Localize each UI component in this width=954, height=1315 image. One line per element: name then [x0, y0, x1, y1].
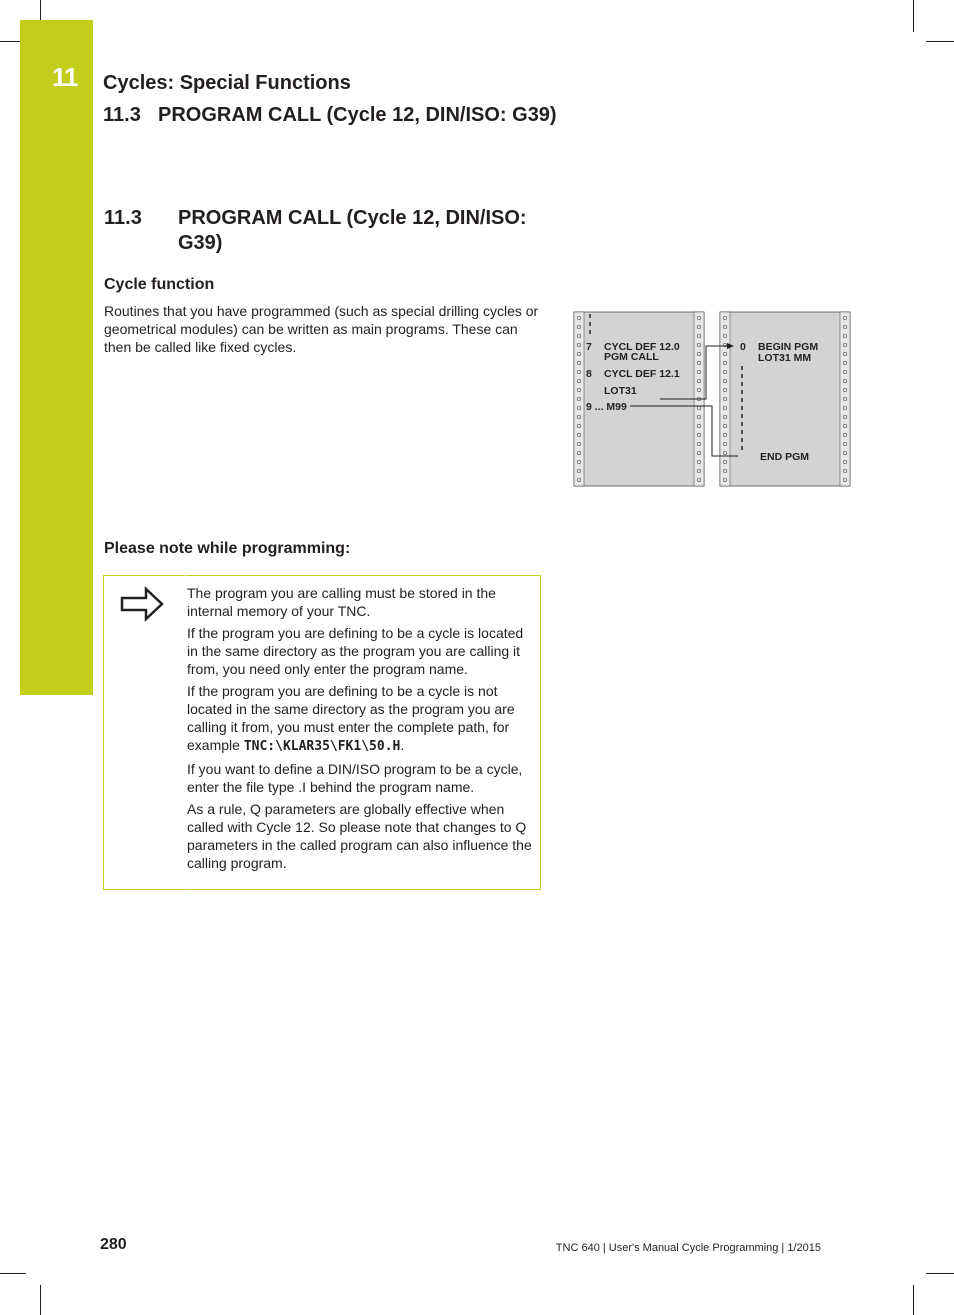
running-header-section	[103, 104, 557, 127]
left-sheet-perforation-left	[574, 312, 584, 486]
section-title: PROGRAM CALL (Cycle 12, DIN/ISO: G39)	[178, 207, 527, 254]
note-paragraph-end: .	[400, 737, 405, 753]
crop-mark	[913, 0, 914, 32]
crop-mark	[40, 1285, 41, 1315]
left-line-7-text2: PGM CALL	[604, 351, 659, 363]
left-line-8-text: CYCL DEF 12.1	[604, 368, 680, 380]
running-header-section-number: 11.3	[103, 104, 141, 126]
note-paragraph: If the program you are defining to be a cycle is located in the same directory as the program you are calling it from, you need only enter the program name.	[187, 625, 524, 677]
chapter-number: 11	[52, 62, 78, 92]
crop-mark	[926, 1273, 954, 1274]
left-line-7-num: 7	[586, 341, 592, 353]
right-sheet-perforation-left	[720, 312, 730, 486]
right-line-0-text: BEGIN PGM	[758, 341, 819, 353]
right-line-0-num: 0	[740, 341, 746, 353]
note-box	[103, 575, 541, 890]
note-paragraph: As a rule, Q parameters are globally effective when called with Cycle 12. So please note that changes to Q parameters in the called program can also influence the calling program.	[187, 801, 532, 871]
left-line-9: 9 ... M99	[586, 401, 627, 413]
running-header-section-title: PROGRAM CALL (Cycle 12, DIN/ISO: G39)	[158, 104, 557, 126]
crop-mark	[40, 0, 41, 20]
section-number: 11.3	[104, 207, 142, 229]
chapter-tab	[20, 20, 93, 695]
right-line-0-text2: LOT31 MM	[758, 352, 812, 364]
cycle-function-heading: Cycle function	[104, 276, 215, 293]
crop-mark	[926, 41, 954, 42]
note-content	[187, 584, 537, 876]
note-paragraph: If you want to define a DIN/ISO program to be a cycle, enter the file type .I behind the program name.	[187, 761, 523, 795]
note-paragraph: The program you are calling must be stored in the internal memory of your TNC.	[187, 585, 496, 619]
note-paragraph-text: If the program you are defining to be a cycle is not located in the same directory as the program you are calling it from, you must enter the complete path, for example	[187, 683, 515, 753]
right-sheet-perforation-right	[840, 312, 850, 486]
footer-text: TNC 640 | User's Manual Cycle Programming | 1/2015	[555, 1242, 821, 1254]
crop-mark	[0, 1273, 26, 1274]
note-heading: Please note while programming:	[104, 540, 351, 557]
crop-mark	[0, 41, 22, 42]
arrow-right-icon	[120, 586, 166, 622]
note-divider	[185, 575, 186, 891]
right-end-pgm: END PGM	[760, 451, 810, 463]
program-call-diagram	[570, 310, 854, 490]
left-line-8-num: 8	[586, 368, 592, 380]
page-number: 280	[100, 1236, 127, 1253]
left-line-7-text: CYCL DEF 12.0	[604, 341, 680, 353]
left-line-lot31: LOT31	[604, 385, 637, 397]
crop-mark	[913, 1285, 914, 1315]
note-paragraph	[187, 682, 537, 756]
running-header-title: Cycles: Special Functions	[103, 72, 351, 94]
cycle-function-text: Routines that you have programmed (such as special drilling cycles or geometrical modules) can be written as main programs. These can then be called like fixed cycles.	[104, 303, 539, 355]
path-code: TNC:\KLAR35\FK1\50.H	[243, 739, 401, 754]
